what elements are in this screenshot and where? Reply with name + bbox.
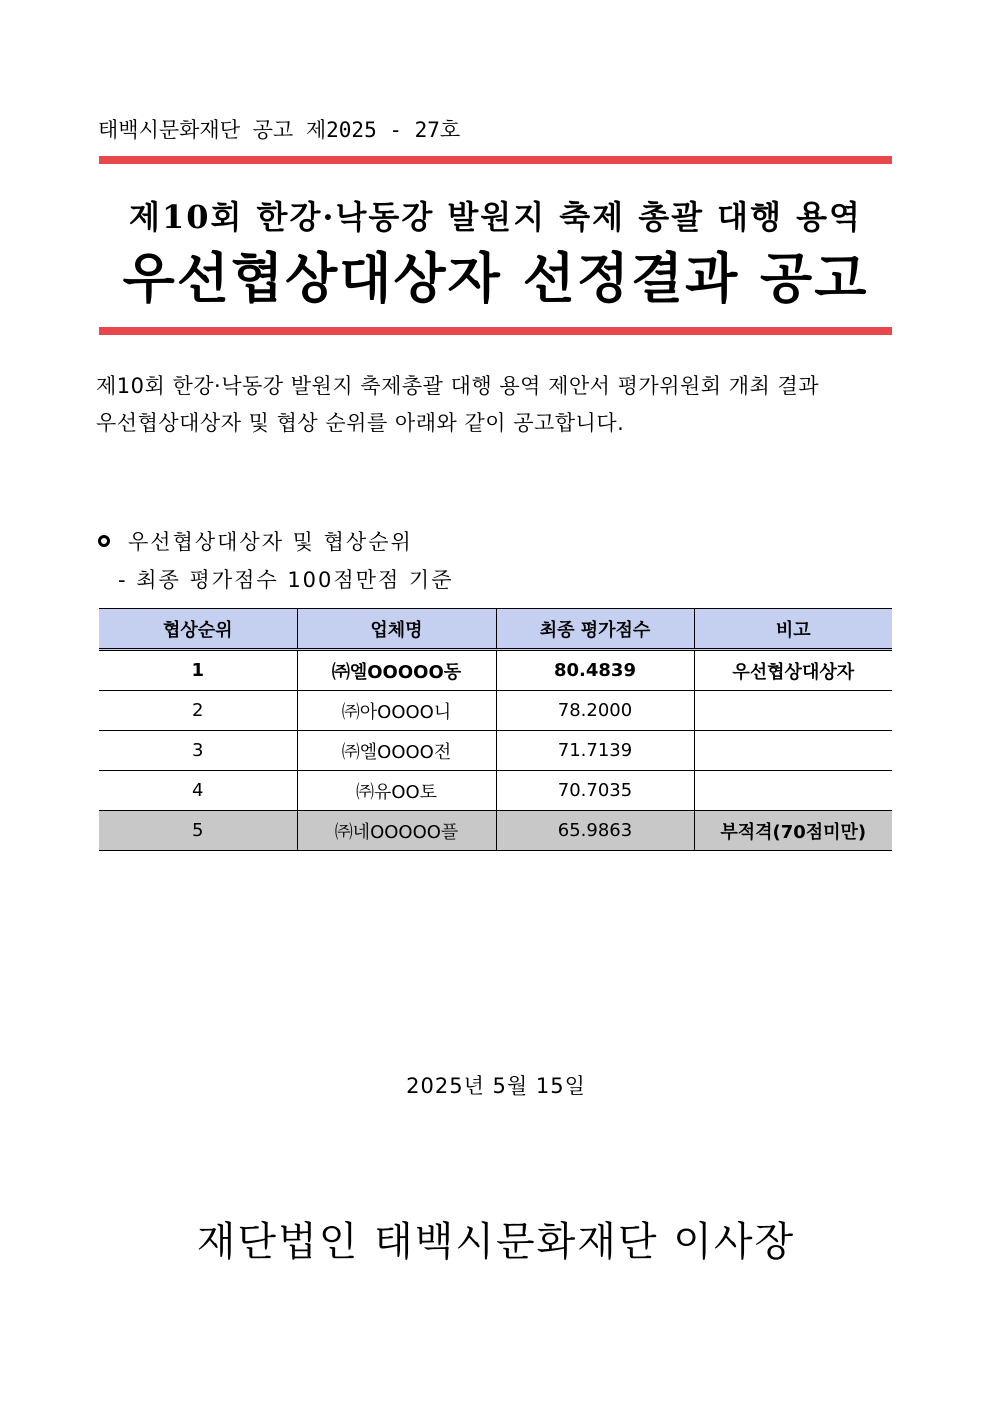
table-row	[99, 811, 892, 851]
score-cell: 80.4839	[496, 650, 694, 691]
table-header-row	[99, 609, 892, 650]
column-header-rank: 협상순위	[99, 609, 297, 650]
remark-cell	[694, 771, 892, 811]
announcement-date: 2025년 5월 15일	[406, 1074, 586, 1098]
table-row	[99, 731, 892, 771]
intro-line-1: 제10회 한강·낙동강 발원지 축제총괄 대행 용역 제안서 평가위원회 개최 결과	[96, 374, 820, 398]
document-subtitle: 제10회 한강·낙동강 발원지 축제 총괄 대행 용역	[129, 198, 862, 236]
rank-cell: 1	[99, 650, 297, 691]
top-divider	[99, 156, 892, 164]
issuer-signature: 재단법인 태백시문화재단 이사장	[196, 1219, 796, 1265]
remark-cell	[694, 691, 892, 731]
notice-number: 태백시문화재단 공고 제2025 - 27호	[98, 118, 461, 142]
rank-cell: 3	[99, 731, 297, 771]
table-row	[99, 771, 892, 811]
section-note: - 최종 평가점수 100점만점 기준	[118, 568, 454, 592]
intro-line-2: 우선협상대상자 및 협상 순위를 아래와 같이 공고합니다.	[96, 411, 625, 435]
intro-paragraph	[96, 368, 896, 442]
bottom-divider	[99, 327, 892, 335]
document-title: 우선협상대상자 선정결과 공고	[122, 247, 869, 310]
table-row	[99, 650, 892, 691]
remark-cell	[694, 731, 892, 771]
rank-cell: 5	[99, 811, 297, 851]
column-header-score: 최종 평가점수	[496, 609, 694, 650]
score-cell: 70.7035	[496, 771, 694, 811]
company-cell: ㈜네OOOOO플	[297, 811, 496, 851]
column-header-company: 업체명	[297, 609, 496, 650]
ranking-table	[99, 608, 892, 851]
circle-bullet-icon	[98, 535, 110, 547]
rank-cell: 2	[99, 691, 297, 731]
company-cell: ㈜엘OOOO전	[297, 731, 496, 771]
table-row	[99, 691, 892, 731]
section-heading-text: 우선협상대상자 및 협상순위	[128, 530, 413, 554]
column-header-remark: 비고	[694, 609, 892, 650]
remark-cell: 부적격(70점미만)	[694, 811, 892, 851]
company-cell: ㈜유OO토	[297, 771, 496, 811]
score-cell: 65.9863	[496, 811, 694, 851]
remark-cell: 우선협상대상자	[694, 650, 892, 691]
company-cell: ㈜아OOOO니	[297, 691, 496, 731]
company-cell: ㈜엘OOOOO동	[297, 650, 496, 691]
score-cell: 78.2000	[496, 691, 694, 731]
section-heading	[98, 526, 413, 556]
rank-cell: 4	[99, 771, 297, 811]
score-cell: 71.7139	[496, 731, 694, 771]
